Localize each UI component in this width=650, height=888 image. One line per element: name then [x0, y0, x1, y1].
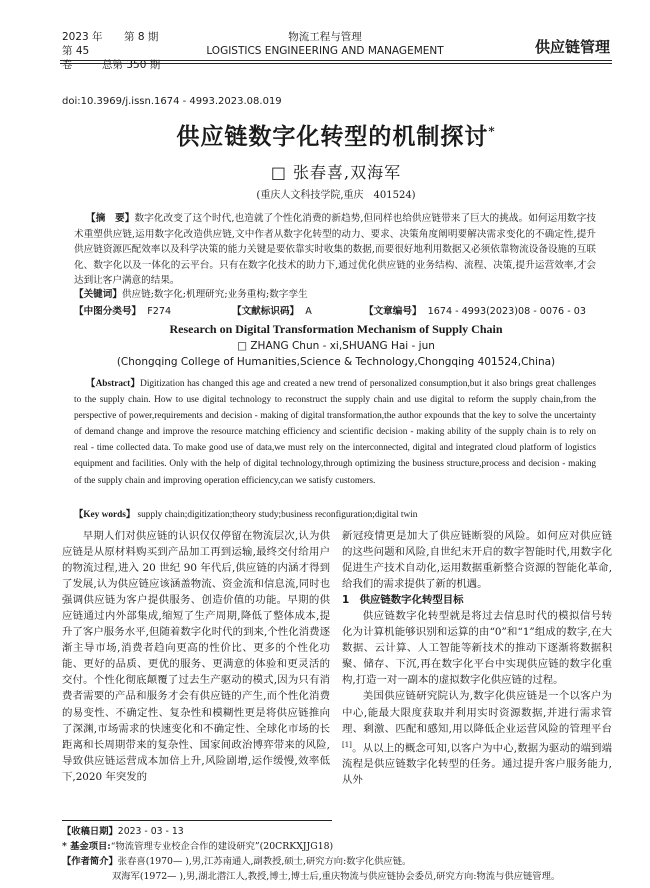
- author-bio-1: 张春喜(1970— ),男,江苏南通人,副教授,硕士,研究方向:数字化供应链。: [117, 856, 412, 867]
- keywords-cn-label: 【关键词】: [74, 289, 122, 300]
- footnotes: [62, 824, 614, 884]
- clc-label: 【中图分类号】: [74, 306, 142, 317]
- abstract-cn: [74, 211, 596, 289]
- doc-code-label: 【文献标识码】: [232, 306, 300, 317]
- total-issue: 总第 350 期: [102, 59, 161, 71]
- volume: 第 45 卷: [62, 45, 90, 71]
- abstract-cn-text: 数字化改变了这个时代,也造就了个性化消费的新趋势,但同样也给供应链带来了巨大的挑战。如何运用数字技术重塑供应链,运用数字化改造供应链,文中作者从数字化转型的动力、要求、决策角度阐明要解决需求变化的不确定性,提升供应链资源匹配效率以及科学决策的能力关键是要依靠实时收集的数据,而要很好地利用数据又必须依靠物流设备设施的互联化、数字化以及一体化的云平台。只有在数字化技术的助力下,通过优化供应链的业务结构、流程、决策,提升运营效率,才会达到让客户满意的结果。: [74, 213, 596, 286]
- abstract-en-label: 【Abstract】: [86, 379, 141, 389]
- author-bio: [62, 854, 614, 869]
- body-paragraph: 供应链数字化转型就是将过去信息时代的模拟信号转化为计算机能够识别和运算的由“0”和“1”组成的数字,在大数据、云计算、人工智能等新技术的推动下逐渐将数据积聚、储存、下沉,再在数字化平台中实现供应链的数字化重构,打造一对一副本的虚拟数字化供应链的过程。: [342, 610, 612, 687]
- author-bio-2: 双海军(1972— ),男,湖北潜江人,教授,博士,博士后,重庆物流与供应链协会委员,研究方向:物流与供应链管理。: [112, 871, 561, 882]
- keywords-en-label: 【Key words】: [74, 510, 136, 520]
- section-name: 供应链管理: [534, 38, 610, 56]
- body-paragraph: 早期人们对供应链的认识仅仅停留在物流层次,认为供应链是从原材料购买到产品加工再到运输,最终交付给用户的物流过程,进入 20 世纪 90 年代后,供应链的内涵才得到了发展,认为供应链应该涵盖物流、资金流和信息流,同时也强调供应链为客户提供服务、创造价值的功能。早期的供应链通过内外部集成,缩短了生产周期,降低了整体成本,提升了客户服务水平,但随着数字化时代的到来,个性化消费逐渐主导市场,消费者趋向更高的性价比、更多的个性化功能、更好的品质、更优的服务、更满意的体验和更灵活的交付。个性化彻底颠覆了过去生产驱动的模式,因为只有消费者需要的产品和服务才会有供应链的产生,而个性化消费的易变性、不确定性、复杂性和模糊性更是将供应链推向了深渊,市场需求的快速变化和不确定性、全球化市场的长距离和长周期带来的复杂性、国家间政治博弈带来的风险,导致供应链运营成本加倍上升,风险剧增,运作缓慢,效率低下,2020 年突发的: [62, 530, 330, 783]
- journal-name: [200, 30, 450, 58]
- received-date: [62, 824, 614, 839]
- paper-title: [60, 118, 612, 151]
- clc-value: F274: [147, 306, 172, 317]
- fund-label: * 基金项目:: [62, 841, 111, 852]
- section-heading: 1 供应链数字化转型目标: [342, 594, 464, 607]
- affiliation: (重庆人文科技学院,重庆 401524): [256, 190, 416, 201]
- body-paragraph: [342, 688, 612, 788]
- keywords-cn: [74, 286, 596, 300]
- issue: 第 8 期: [124, 31, 159, 43]
- author-bio-label: 【作者简介】: [62, 856, 118, 867]
- footnote-rule: [62, 820, 332, 821]
- doc-code-value: A: [305, 306, 312, 317]
- keywords-en: [74, 506, 596, 520]
- paragraph-text: 。从以上的概念可知,以客户为中心,数据为驱动的端到端流程是供应链数字化转型的任务。通过提升客户服务能力,从外: [342, 742, 612, 787]
- journal-name-cn: 物流工程与管理: [288, 31, 362, 43]
- received-label: 【收稿日期】: [62, 826, 118, 837]
- article-no-label: 【文章编号】: [364, 306, 422, 317]
- body-column-left: [62, 528, 330, 785]
- abstract-en-text: Digitization has changed this age and created a new trend of personalized consumption,but it also brings great challenges to the supply chain. How to use digital technology to reconstruct the supply chain and use digital to reform the supply chain,from the perspective of power,requirements and decision - making of digital transformation,the author expounds that the key to solve the uncertainty of demand change and improve the resource matching efficiency and scientific decision - making ability of the supply chain is to rely on real - time collected data. To make good use of data,we must rely on the interconnected, digital and integrated cloud platform of logistics equipment and facilities. Only with the help of digital technology,through optimizing the business structure,process and decision - making of the supply chain and improving operation efficiency,can we satisfy customers.: [74, 379, 596, 486]
- body-paragraph: 新冠疫情更是加大了供应链断裂的风险。如何应对供应链的这些问题和风险,自世纪末开启的数字智能时代,用数字化促进生产技术自动化,运用数据重新整合资源的智能化革命,给我们的需求提供了新的机遇。: [342, 530, 612, 591]
- citation-ref: [1]: [342, 740, 352, 749]
- issue-info: [62, 30, 160, 72]
- year: 2023 年: [62, 31, 103, 43]
- received-value: 2023 - 03 - 13: [117, 826, 184, 837]
- title-footnote-mark: *: [488, 124, 496, 139]
- paragraph-text: 美国供应链研究院认为,数字化供应链是一个以客户为中心,能最大限度获取并利用实时资源数据,并进行需求管理、剩激、匹配和感知,用以降低企业运营风险的管理平台: [342, 690, 612, 735]
- fund-info: [62, 839, 614, 854]
- abstract-cn-label: 【摘 要】: [86, 213, 135, 224]
- affiliation-en: (Chongqing College of Humanities,Science & Technology,Chongqing 401524,China): [116, 356, 556, 368]
- authors-en: □ ZHANG Chun - xi,SHUANG Hai - jun: [237, 340, 435, 352]
- paper-title-en: Research on Digital Transformation Mechanism of Supply Chain: [169, 322, 503, 336]
- article-no-value: 1674 - 4993(2023)08 - 0076 - 03: [427, 306, 586, 317]
- header-rule-thin: [60, 63, 612, 64]
- fund-value: “物流管理专业校企合作的建设研究”(20CRKXJJG18): [110, 841, 334, 852]
- header-rule: [60, 60, 612, 61]
- journal-name-en: LOGISTICS ENGINEERING AND MANAGEMENT: [206, 45, 444, 57]
- paper-title-text: 供应链数字化转型的机制探讨: [176, 123, 489, 150]
- keywords-cn-text: 供应链;数字化;机理研究;业务重构;数字孪生: [121, 289, 308, 300]
- keywords-en-text: supply chain;digitization;theory study;business reconfiguration;digital twin: [137, 510, 418, 520]
- authors: □ 张春喜,双海军: [270, 163, 402, 182]
- abstract-en: [74, 376, 596, 489]
- body-column-right: [342, 528, 612, 788]
- doi: doi:10.3969/j.issn.1674 - 4993.2023.08.019: [62, 96, 282, 107]
